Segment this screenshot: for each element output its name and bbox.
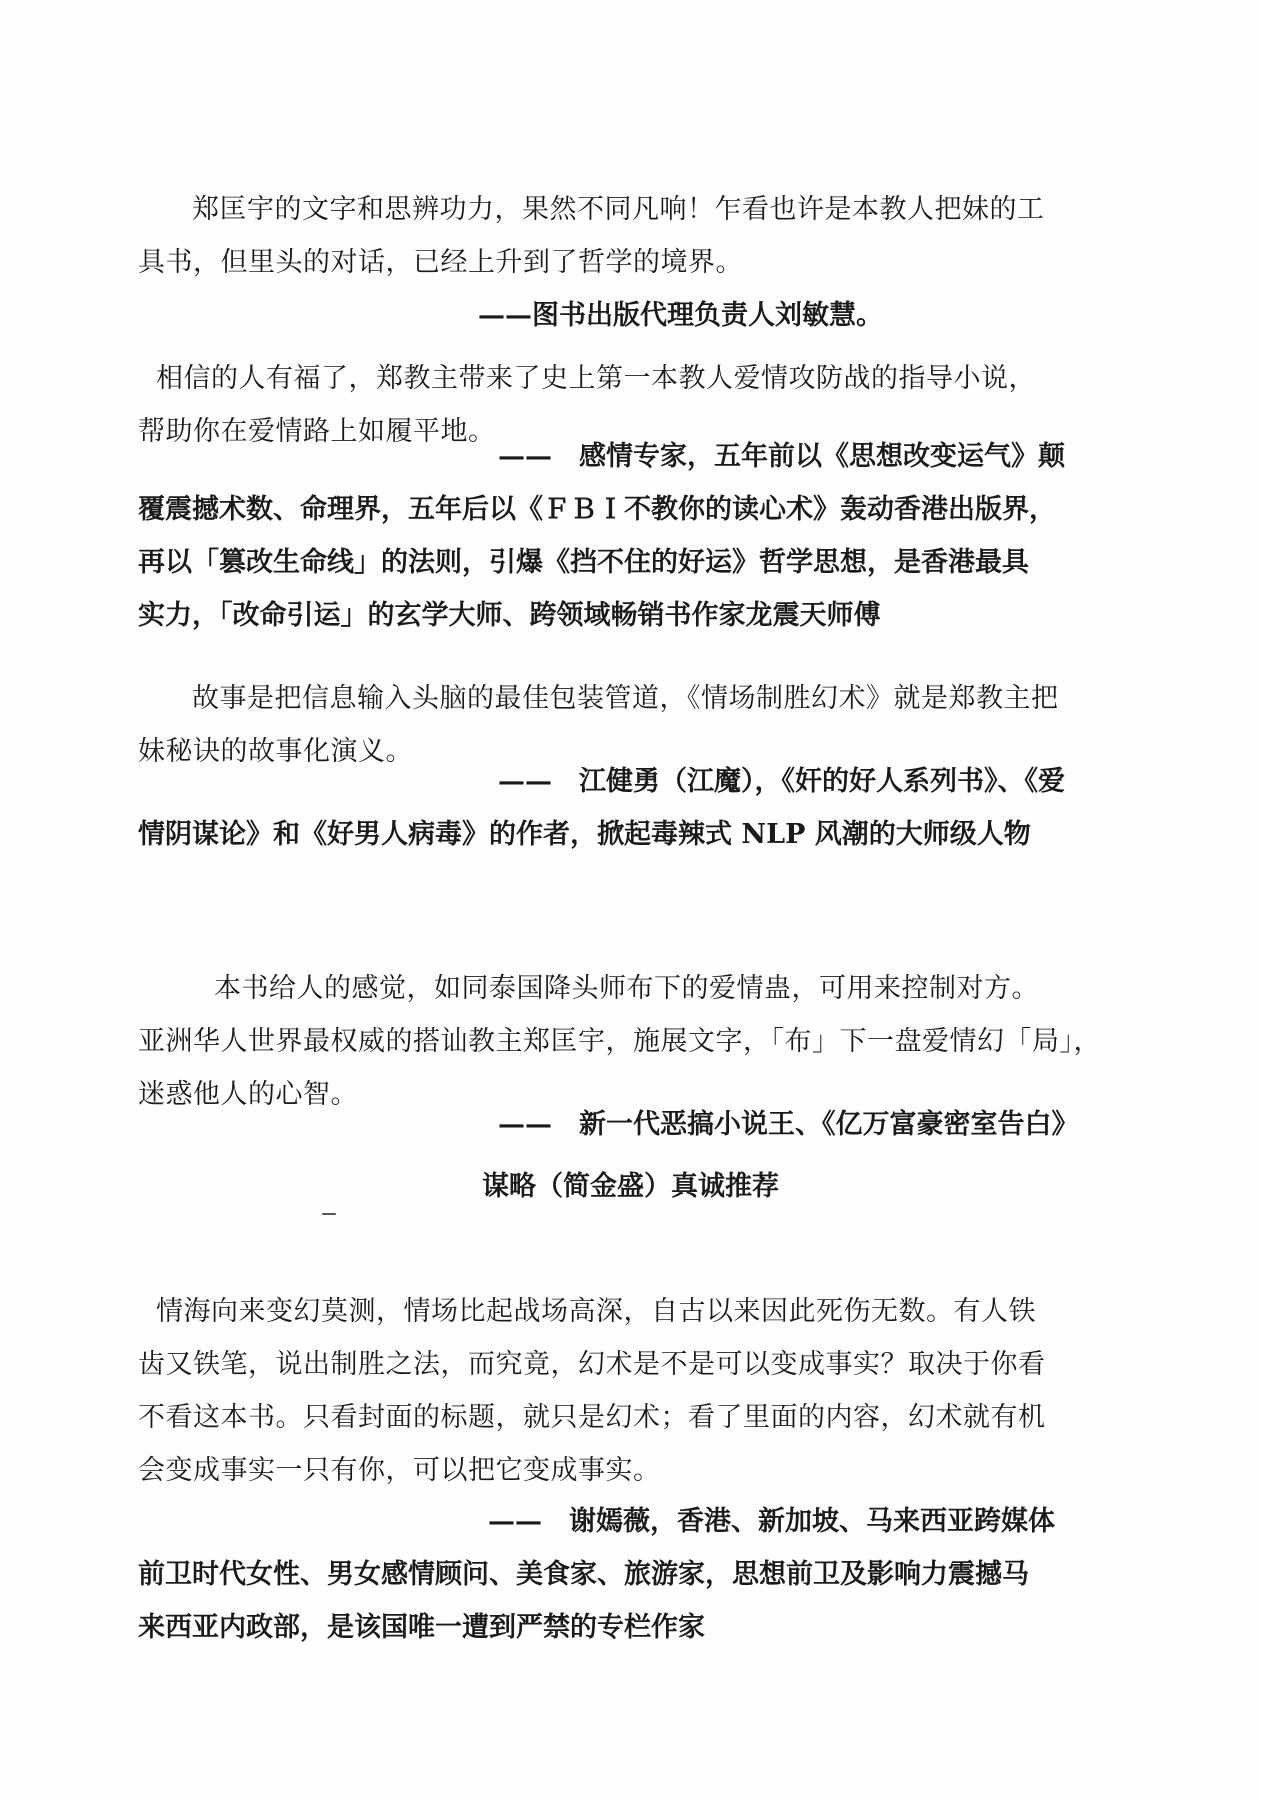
blurb-2-line-1: 相信的人有福了，郑教主带来了史上第一本教人爱情攻防战的指导小说，	[156, 363, 1036, 394]
blurb-3-line-1: 故事是把信息输入头脑的最佳包装管道，《情场制胜幻术》就是郑教主把	[192, 683, 1059, 714]
blurb-1-attribution	[138, 289, 1078, 342]
scan-speck	[322, 1213, 336, 1215]
blurb-4-line-3: 迷惑他人的心智。	[138, 1079, 358, 1110]
blurb-5-attribution	[138, 1495, 1078, 1654]
blurb-2-attribution	[138, 430, 1078, 642]
blurb-2-attribution-line-4: 实力，「改命引运」的玄学大师、跨领域畅销书作家龙震天师傅	[138, 600, 881, 631]
blurb-5-line-4: 会变成事实一只有你，可以把它变成事实。	[138, 1455, 661, 1486]
blurb-2-attribution-line-3: 再以「篡改生命线」的法则，引爆《挡不住的好运》哲学思想，是香港最具	[138, 547, 1029, 578]
blurb-3-attribution-line-2: 情阴谋论》和《好男人病毒》的作者，掀起毒辣式 NLP 风潮的大师级人物	[138, 819, 1031, 850]
blurb-1-line-2: 具书，但里头的对话，已经上升到了哲学的境界。	[138, 247, 743, 278]
blurb-3-line-2: 妹秘诀的故事化演义。	[138, 736, 413, 767]
blurb-5-attribution-line-2: 前卫时代女性、男女感情顾问、美食家、旅游家，思想前卫及影响力震撼马	[138, 1559, 1029, 1590]
blurb-5-line-2: 齿又铁笔，说出制胜之法，而究竟，幻术是不是可以变成事实？取决于你看	[138, 1349, 1046, 1380]
blurb-2-attribution-line-1: —— 感情专家，五年前以《思想改变运气》颠	[498, 441, 1065, 472]
blurb-5-attribution-line-1: —— 谢嫣薇，香港、新加坡、马来西亚跨媒体	[488, 1506, 1055, 1537]
blurb-3-attribution	[138, 755, 1078, 861]
blurb-1-text	[138, 183, 1078, 289]
blurb-4-attribution-line-2: 谋略（简金盛）真诚推荐	[482, 1171, 779, 1202]
blurb-1-line-1: 郑匡宇的文字和思辨功力，果然不同凡响！乍看也许是本教人把妹的工	[192, 194, 1045, 225]
blurb-4-attribution-line-1: —— 新一代恶搞小说王、《亿万富豪密室告白》	[498, 1109, 1079, 1140]
blurb-5-attribution-line-3: 来西亚内政部，是该国唯一遭到严禁的专栏作家	[138, 1612, 705, 1643]
blurb-5-line-1: 情海向来变幻莫测，情场比起战场高深，自古以来因此死伤无数。有人铁	[156, 1296, 1036, 1327]
blurb-1-attribution-line-1: ——图书出版代理负责人刘敏慧。	[478, 300, 883, 331]
blurb-2-attribution-line-2: 覆震撼术数、命理界，五年后以《ＦＢＩ不教你的读心术》轰动香港出版界，	[138, 494, 1056, 525]
blurb-5-line-3: 不看这本书。只看封面的标题，就只是幻术；看了里面的内容，幻术就有机	[138, 1402, 1046, 1433]
blurb-4-line-1: 本书给人的感觉，如同泰国降头师布下的爱情蛊，可用来控制对方。	[214, 973, 1039, 1004]
blurb-5-text	[138, 1285, 1078, 1497]
blurb-2-line-2: 帮助你在爱情路上如履平地。	[138, 416, 496, 447]
blurb-4-attribution	[138, 1098, 1078, 1151]
blurb-3-attribution-line-1: —— 江健勇（江魔），《奸的好人系列书》、《爱	[498, 766, 1065, 797]
blurb-4-line-2: 亚洲华人世界最权威的搭讪教主郑匡宇，施展文字，「布」下一盘爱情幻「局」，	[138, 1026, 1101, 1057]
